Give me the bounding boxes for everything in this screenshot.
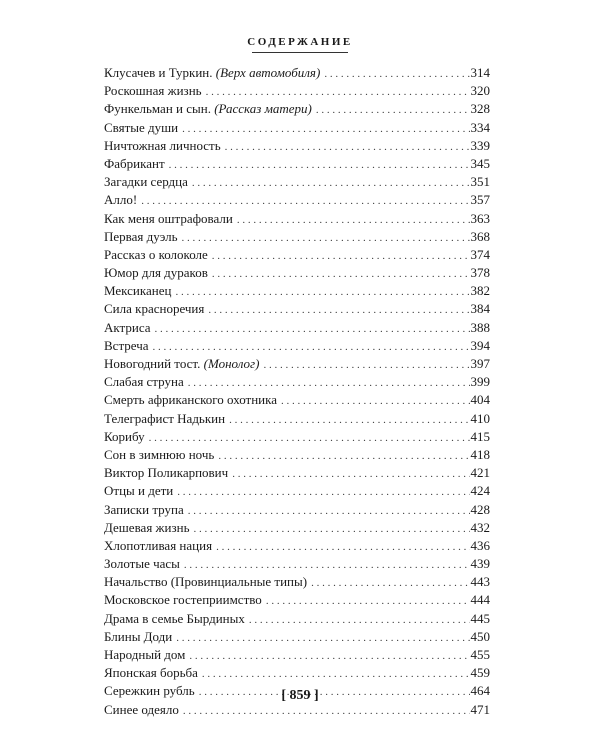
toc-entry-title-text: Золотые часы	[104, 556, 180, 572]
toc-entry-page: 382	[470, 283, 490, 299]
toc-entry	[104, 610, 490, 628]
dot-leader	[216, 538, 469, 556]
toc-entry	[104, 264, 490, 282]
toc-entry	[104, 355, 490, 373]
toc-entry	[104, 391, 490, 409]
toc-entry	[104, 246, 490, 264]
toc-entry-title	[104, 555, 180, 573]
toc-entry-page: 459	[470, 665, 490, 681]
dot-leader	[183, 702, 470, 720]
table-of-contents	[104, 64, 490, 719]
toc-entry-title	[104, 155, 165, 173]
toc-entry-title-text: Начальство (Провинциальные типы)	[104, 574, 308, 590]
dot-leader	[208, 301, 469, 319]
toc-entry	[104, 428, 490, 446]
toc-entry-title	[104, 337, 149, 355]
toc-entry	[104, 191, 490, 209]
dot-leader	[311, 574, 469, 592]
dot-leader	[169, 156, 470, 174]
toc-entry-title	[104, 501, 184, 519]
toc-entry	[104, 210, 490, 228]
toc-entry-title-text: Сила красноречия	[104, 301, 205, 317]
toc-entry-page: 410	[470, 410, 490, 426]
toc-entry-title-text: Функельман и сын.	[104, 101, 211, 117]
dot-leader	[192, 174, 470, 192]
dot-leader	[225, 138, 470, 156]
toc-entry-title	[104, 628, 172, 646]
toc-entry-title-text: Ничтожная личность	[104, 137, 221, 153]
dot-leader	[202, 665, 470, 683]
toc-entry-title	[104, 82, 202, 100]
toc-entry-title	[104, 100, 312, 118]
page-header	[0, 36, 600, 53]
toc-entry-page: 421	[470, 465, 490, 481]
toc-entry	[104, 519, 490, 537]
toc-entry-title-text: Встреча	[104, 337, 149, 353]
toc-entry-title-text: Народный дом	[104, 647, 186, 662]
toc-entry-title-text: Роскошная жизнь	[104, 83, 202, 99]
toc-entry-title-text: Юмор для дураков	[104, 265, 208, 281]
toc-entry-title-text: Актриса	[104, 319, 151, 335]
dot-leader	[188, 502, 470, 520]
toc-entry-title-text: Алло!	[104, 192, 138, 208]
toc-entry-title-text: Синее одеяло	[104, 701, 179, 717]
toc-entry-title	[104, 282, 171, 300]
toc-entry	[104, 155, 490, 173]
dot-leader	[184, 556, 470, 574]
toc-entry-page: 374	[470, 246, 490, 262]
toc-entry-title-text: Отцы и дети	[104, 483, 174, 499]
toc-entry-title-text: Фабрикант	[104, 155, 165, 171]
toc-entry	[104, 100, 490, 118]
toc-entry-title-text: Новогодний тост.	[104, 356, 201, 371]
dot-leader	[194, 520, 470, 538]
toc-entry-title-text: Святые души	[104, 119, 179, 135]
toc-entry-title	[104, 119, 178, 137]
toc-entry	[104, 446, 490, 464]
toc-entry-page: 314	[470, 65, 490, 80]
toc-entry-page: 397	[470, 356, 490, 371]
dot-leader	[149, 429, 470, 447]
dot-leader	[175, 283, 469, 301]
toc-entry-page: 320	[470, 83, 490, 99]
toc-entry-page: 436	[470, 537, 490, 553]
toc-entry-title	[104, 410, 225, 428]
toc-entry-title-text: Московское гостеприимство	[104, 592, 262, 608]
toc-entry-page: 339	[470, 137, 490, 153]
toc-entry-title-text: Хлопотливая нация	[104, 537, 213, 553]
toc-entry	[104, 628, 490, 646]
toc-entry-page: 345	[470, 155, 490, 171]
toc-entry-page: 328	[470, 101, 490, 117]
toc-entry-title-text: Телеграфист Надькин	[104, 410, 226, 426]
dot-leader	[155, 320, 470, 338]
toc-entry-title	[104, 591, 262, 609]
toc-entry	[104, 282, 490, 300]
toc-entry	[104, 501, 490, 519]
toc-entry-title-text: Виктор Поликарпович	[104, 465, 229, 481]
dot-leader	[237, 211, 470, 229]
toc-entry-title-text: Мексиканец	[104, 283, 172, 299]
toc-entry-page: 334	[470, 119, 490, 135]
toc-entry-title-text: Клусачев и Туркин.	[104, 65, 213, 80]
toc-entry-title	[104, 464, 228, 482]
toc-entry-page: 445	[470, 610, 490, 626]
toc-entry-title-text: Как меня оштрафовали	[104, 210, 233, 226]
dot-leader	[141, 192, 469, 210]
toc-entry-page: 378	[470, 265, 490, 281]
toc-entry-page: 464	[470, 683, 490, 699]
toc-entry-page: 399	[470, 374, 490, 390]
toc-entry-title	[104, 191, 137, 209]
toc-entry-page: 384	[470, 301, 490, 317]
toc-entry-page: 404	[470, 392, 490, 408]
dot-leader	[249, 611, 470, 629]
toc-entry-page: 351	[470, 174, 490, 190]
page-title: СОДЕРЖАНИЕ	[247, 36, 353, 48]
toc-entry-title	[104, 664, 198, 682]
dot-leader	[266, 592, 470, 610]
toc-entry	[104, 119, 490, 137]
toc-entry-page: 450	[470, 628, 490, 644]
toc-entry-title	[104, 482, 173, 500]
toc-entry-page: 428	[470, 501, 490, 517]
toc-entry-page: 418	[470, 446, 490, 462]
toc-entry-page: 357	[470, 192, 490, 208]
dot-leader	[263, 356, 469, 374]
toc-entry-title	[104, 646, 185, 664]
toc-entry	[104, 591, 490, 609]
toc-entry-title	[104, 519, 190, 537]
toc-entry-subtitle: (Верх автомобиля)	[215, 65, 321, 80]
toc-entry	[104, 464, 490, 482]
toc-entry-title	[104, 355, 259, 373]
dot-leader	[182, 120, 469, 138]
toc-entry-page: 432	[470, 519, 490, 535]
dot-leader	[218, 447, 469, 465]
toc-entry-page: 455	[470, 647, 490, 662]
toc-entry-title	[104, 228, 178, 246]
dot-leader	[153, 338, 470, 356]
dot-leader	[206, 83, 470, 101]
toc-entry-title	[104, 64, 320, 82]
dot-leader	[212, 265, 470, 283]
toc-entry-title-text: Сережкин рубль	[104, 683, 195, 699]
toc-entry-title-text: Рассказ о колоколе	[104, 246, 208, 262]
toc-entry-title-text: Записки трупа	[104, 501, 184, 517]
toc-entry-title-text: Драма в семье Бырдиных	[104, 610, 245, 626]
toc-entry-page: 388	[470, 319, 490, 335]
toc-entry	[104, 555, 490, 573]
dot-leader	[177, 483, 469, 501]
toc-entry-page: 363	[470, 210, 490, 226]
toc-entry	[104, 646, 490, 664]
toc-entry	[104, 82, 490, 100]
toc-entry	[104, 228, 490, 246]
toc-entry-title	[104, 246, 208, 264]
header-divider	[252, 52, 348, 53]
toc-entry-title-text: Сон в зимнюю ночь	[104, 446, 215, 462]
toc-entry-title-text: Блины Доди	[104, 628, 173, 644]
toc-entry	[104, 319, 490, 337]
dot-leader	[232, 465, 469, 483]
toc-entry-title-text: Японская борьба	[104, 665, 198, 681]
toc-entry-page: 443	[470, 574, 490, 590]
dot-leader	[212, 247, 470, 265]
toc-entry-title	[104, 428, 145, 446]
toc-entry	[104, 64, 490, 82]
toc-entry-title	[104, 210, 233, 228]
toc-entry-title	[104, 264, 208, 282]
toc-entry-title-text: Смерть африканского охотника	[104, 392, 278, 408]
toc-entry-page: 394	[470, 337, 490, 353]
dot-leader	[188, 374, 470, 392]
toc-entry	[104, 482, 490, 500]
toc-entry	[104, 664, 490, 682]
dot-leader	[176, 629, 469, 647]
toc-entry-page: 368	[470, 228, 490, 244]
toc-entry-page: 424	[470, 483, 490, 499]
toc-entry	[104, 537, 490, 555]
toc-entry-title	[104, 573, 307, 591]
toc-entry-page: 439	[470, 556, 490, 572]
toc-entry-title	[104, 173, 188, 191]
dot-leader	[316, 101, 470, 119]
dot-leader	[182, 229, 470, 247]
dot-leader	[229, 411, 469, 429]
toc-entry-page: 415	[470, 428, 490, 444]
toc-entry-page: 471	[470, 701, 490, 717]
dot-leader	[324, 65, 469, 83]
toc-entry-subtitle: (Рассказ матери)	[214, 101, 312, 117]
page-number: [ 859 ]	[281, 688, 319, 703]
toc-entry-title-text: Корибу	[104, 428, 145, 444]
toc-entry-title	[104, 446, 214, 464]
toc-entry	[104, 573, 490, 591]
toc-entry-title-text: Первая дуэль	[104, 228, 178, 244]
dot-leader	[189, 647, 469, 665]
toc-entry-page: 444	[470, 592, 490, 608]
toc-entry-title-text: Дешевая жизнь	[104, 519, 190, 535]
toc-entry	[104, 410, 490, 428]
toc-entry-title	[104, 300, 204, 318]
toc-entry-title	[104, 537, 212, 555]
toc-entry	[104, 137, 490, 155]
toc-entry	[104, 300, 490, 318]
toc-entry-title	[104, 373, 184, 391]
toc-entry-title	[104, 319, 151, 337]
toc-entry	[104, 373, 490, 391]
toc-entry-title-text: Загадки сердца	[104, 174, 188, 190]
toc-entry-title-text: Слабая струна	[104, 374, 184, 390]
toc-entry-title	[104, 391, 277, 409]
toc-entry-subtitle: (Монолог)	[203, 356, 260, 371]
dot-leader	[281, 392, 469, 410]
toc-entry	[104, 173, 490, 191]
toc-entry-title	[104, 610, 245, 628]
toc-entry-title	[104, 137, 221, 155]
toc-entry	[104, 337, 490, 355]
